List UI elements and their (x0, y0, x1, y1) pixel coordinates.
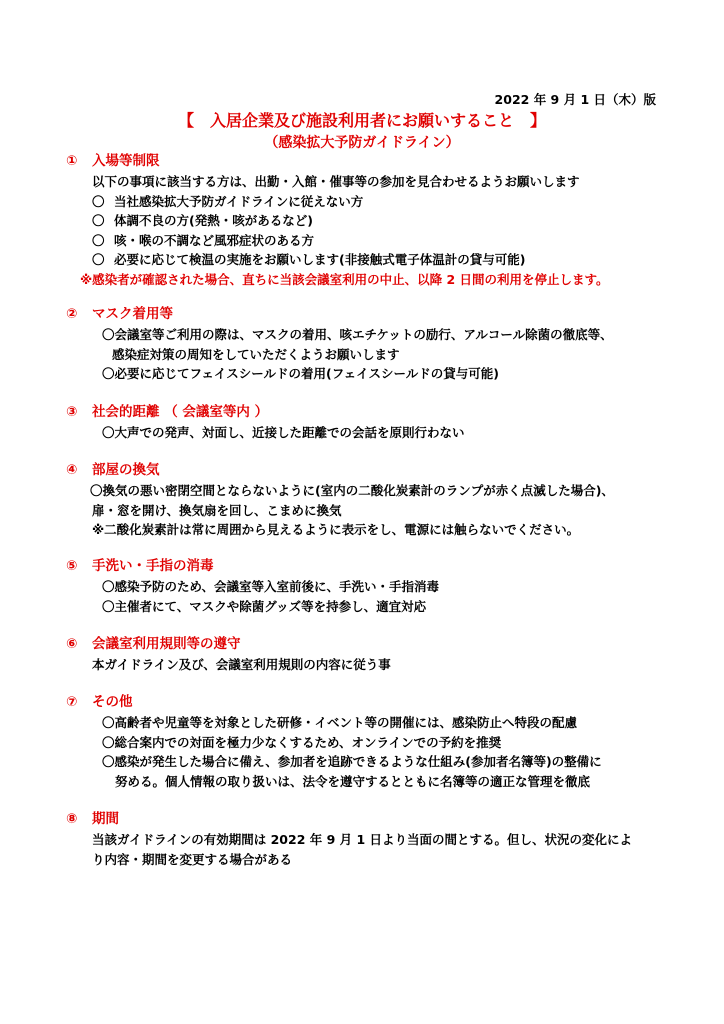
section-number: ⑦ (66, 694, 78, 710)
body-line: 当該ガイドラインの有効期間は 2022 年 9 月 1 日より当面の間とする。但し、状況の変化によ (92, 832, 633, 847)
body-line: 以下の事項に該当する方は、出勤・入館・催事等の参加を見合わせるようお願いします (92, 174, 580, 189)
list-item: 〇 当社感染拡大予防ガイドラインに従えない方 (66, 192, 676, 212)
section-title: その他 (92, 694, 133, 710)
list-item: 〇 必要に応じて検温の実施をお願いします(非接触式電子体温計の貸与可能) (66, 250, 676, 270)
section-title: 社会的距離 （ 会議室等内 ） (92, 404, 269, 420)
section-rules-compliance (66, 633, 676, 675)
document-title: 【 入居企業及び施設利用者にお願いすること 】 (177, 111, 546, 130)
section-heading (66, 691, 676, 713)
section-title: 入場等制限 (92, 153, 160, 169)
body-line: 本ガイドライン及び、会議室利用規則の内容に従う事 (92, 657, 391, 672)
body-line: 〇会議室等ご利用の際は、マスクの着用、咳エチケットの励行、アルコール除菌の徹底等、 (102, 327, 613, 342)
section-heading (66, 633, 676, 655)
body-line: 〇感染が発生した場合に備え、参加者を追跡できるような仕組み(参加者名簿等)の整備に (102, 754, 602, 769)
body-line: 〇高齢者や児童等を対象とした研修・イベント等の開催には、感染防止へ特段の配慮 (102, 715, 578, 730)
body-line: り内容・期間を変更する場合がある (92, 851, 293, 867)
section-handwashing (66, 555, 676, 616)
bullet-circle-icon: 〇 (92, 232, 105, 248)
section-ventilation (66, 459, 676, 540)
body-line: 〇必要に応じてフェイスシールドの着用(フェイスシールドの貸与可能) (102, 366, 499, 381)
bullet-circle-icon: 〇 (92, 193, 105, 209)
body-line: 〇主催者にて、マスクや除菌グッズ等を持参し、適宜対応 (102, 598, 427, 614)
section-entry-restriction (66, 150, 676, 289)
list-item: 〇 咳・喉の不調など風邪症状のある方 (66, 231, 676, 251)
section-title: 部屋の換気 (92, 462, 160, 478)
section-period (66, 808, 676, 869)
body-line: 感染症対策の周知をしていただくようお願いします (112, 346, 400, 362)
body-line: 努める。個人情報の取り扱いは、法令を遵守するとともに名簿等の適正な管理を徹底 (115, 773, 591, 789)
document-date: 2022 年 9 月 1 日（木）版 (494, 92, 656, 107)
section-mask (66, 303, 676, 384)
section-heading (66, 303, 676, 325)
section-number: ③ (66, 404, 78, 420)
body-line: ※二酸化炭素計は常に周囲から見えるように表示をし、電源には触らないでください。 (92, 522, 580, 537)
bullet-circle-icon: 〇 (92, 252, 105, 267)
body-line: 〇感染予防のため、会議室等入室前後に、手洗い・手指消毒 (102, 579, 440, 594)
section-title: 手洗い・手指の消毒 (92, 558, 214, 574)
section-title: 会議室利用規則等の遵守 (92, 636, 241, 652)
document-subtitle: （感染拡大予防ガイドライン） (264, 135, 460, 151)
section-heading (66, 555, 676, 577)
section-title: 期間 (92, 811, 119, 827)
section-heading (66, 150, 676, 172)
section-number: ⑥ (66, 636, 78, 652)
section-number: ⑤ (66, 558, 78, 574)
body-line: 扉・窓を開け、換気扇を回し、こまめに換気 (92, 502, 342, 518)
body-line: 〇総合案内での対面を極力少なくするため、オンラインでの予約を推奨 (102, 734, 502, 750)
section-social-distance (66, 401, 676, 443)
body-line: 〇換気の悪い密閉空間とならないように(室内の二酸化炭素計のランプが赤く点滅した場合)、 (90, 483, 614, 498)
section-number: ⑧ (66, 811, 78, 827)
section-number: ④ (66, 462, 78, 478)
bullet-circle-icon: 〇 (92, 213, 105, 228)
section-heading (66, 459, 676, 481)
list-item: 〇 体調不良の方(発熱・咳があるなど) (66, 211, 676, 231)
section-number: ① (66, 153, 78, 169)
section-title: マスク着用等 (92, 306, 173, 322)
warning-note: ※感染者が確認された場合、直ちに当該会議室利用の中止、以降 2 日間の利用を停止します。 (80, 271, 609, 287)
section-other (66, 691, 676, 791)
section-number: ② (66, 306, 78, 322)
section-heading (66, 401, 676, 423)
body-line: 〇大声での発声、対面し、近接した距離での会話を原則行わない (102, 425, 465, 440)
section-heading (66, 808, 676, 830)
